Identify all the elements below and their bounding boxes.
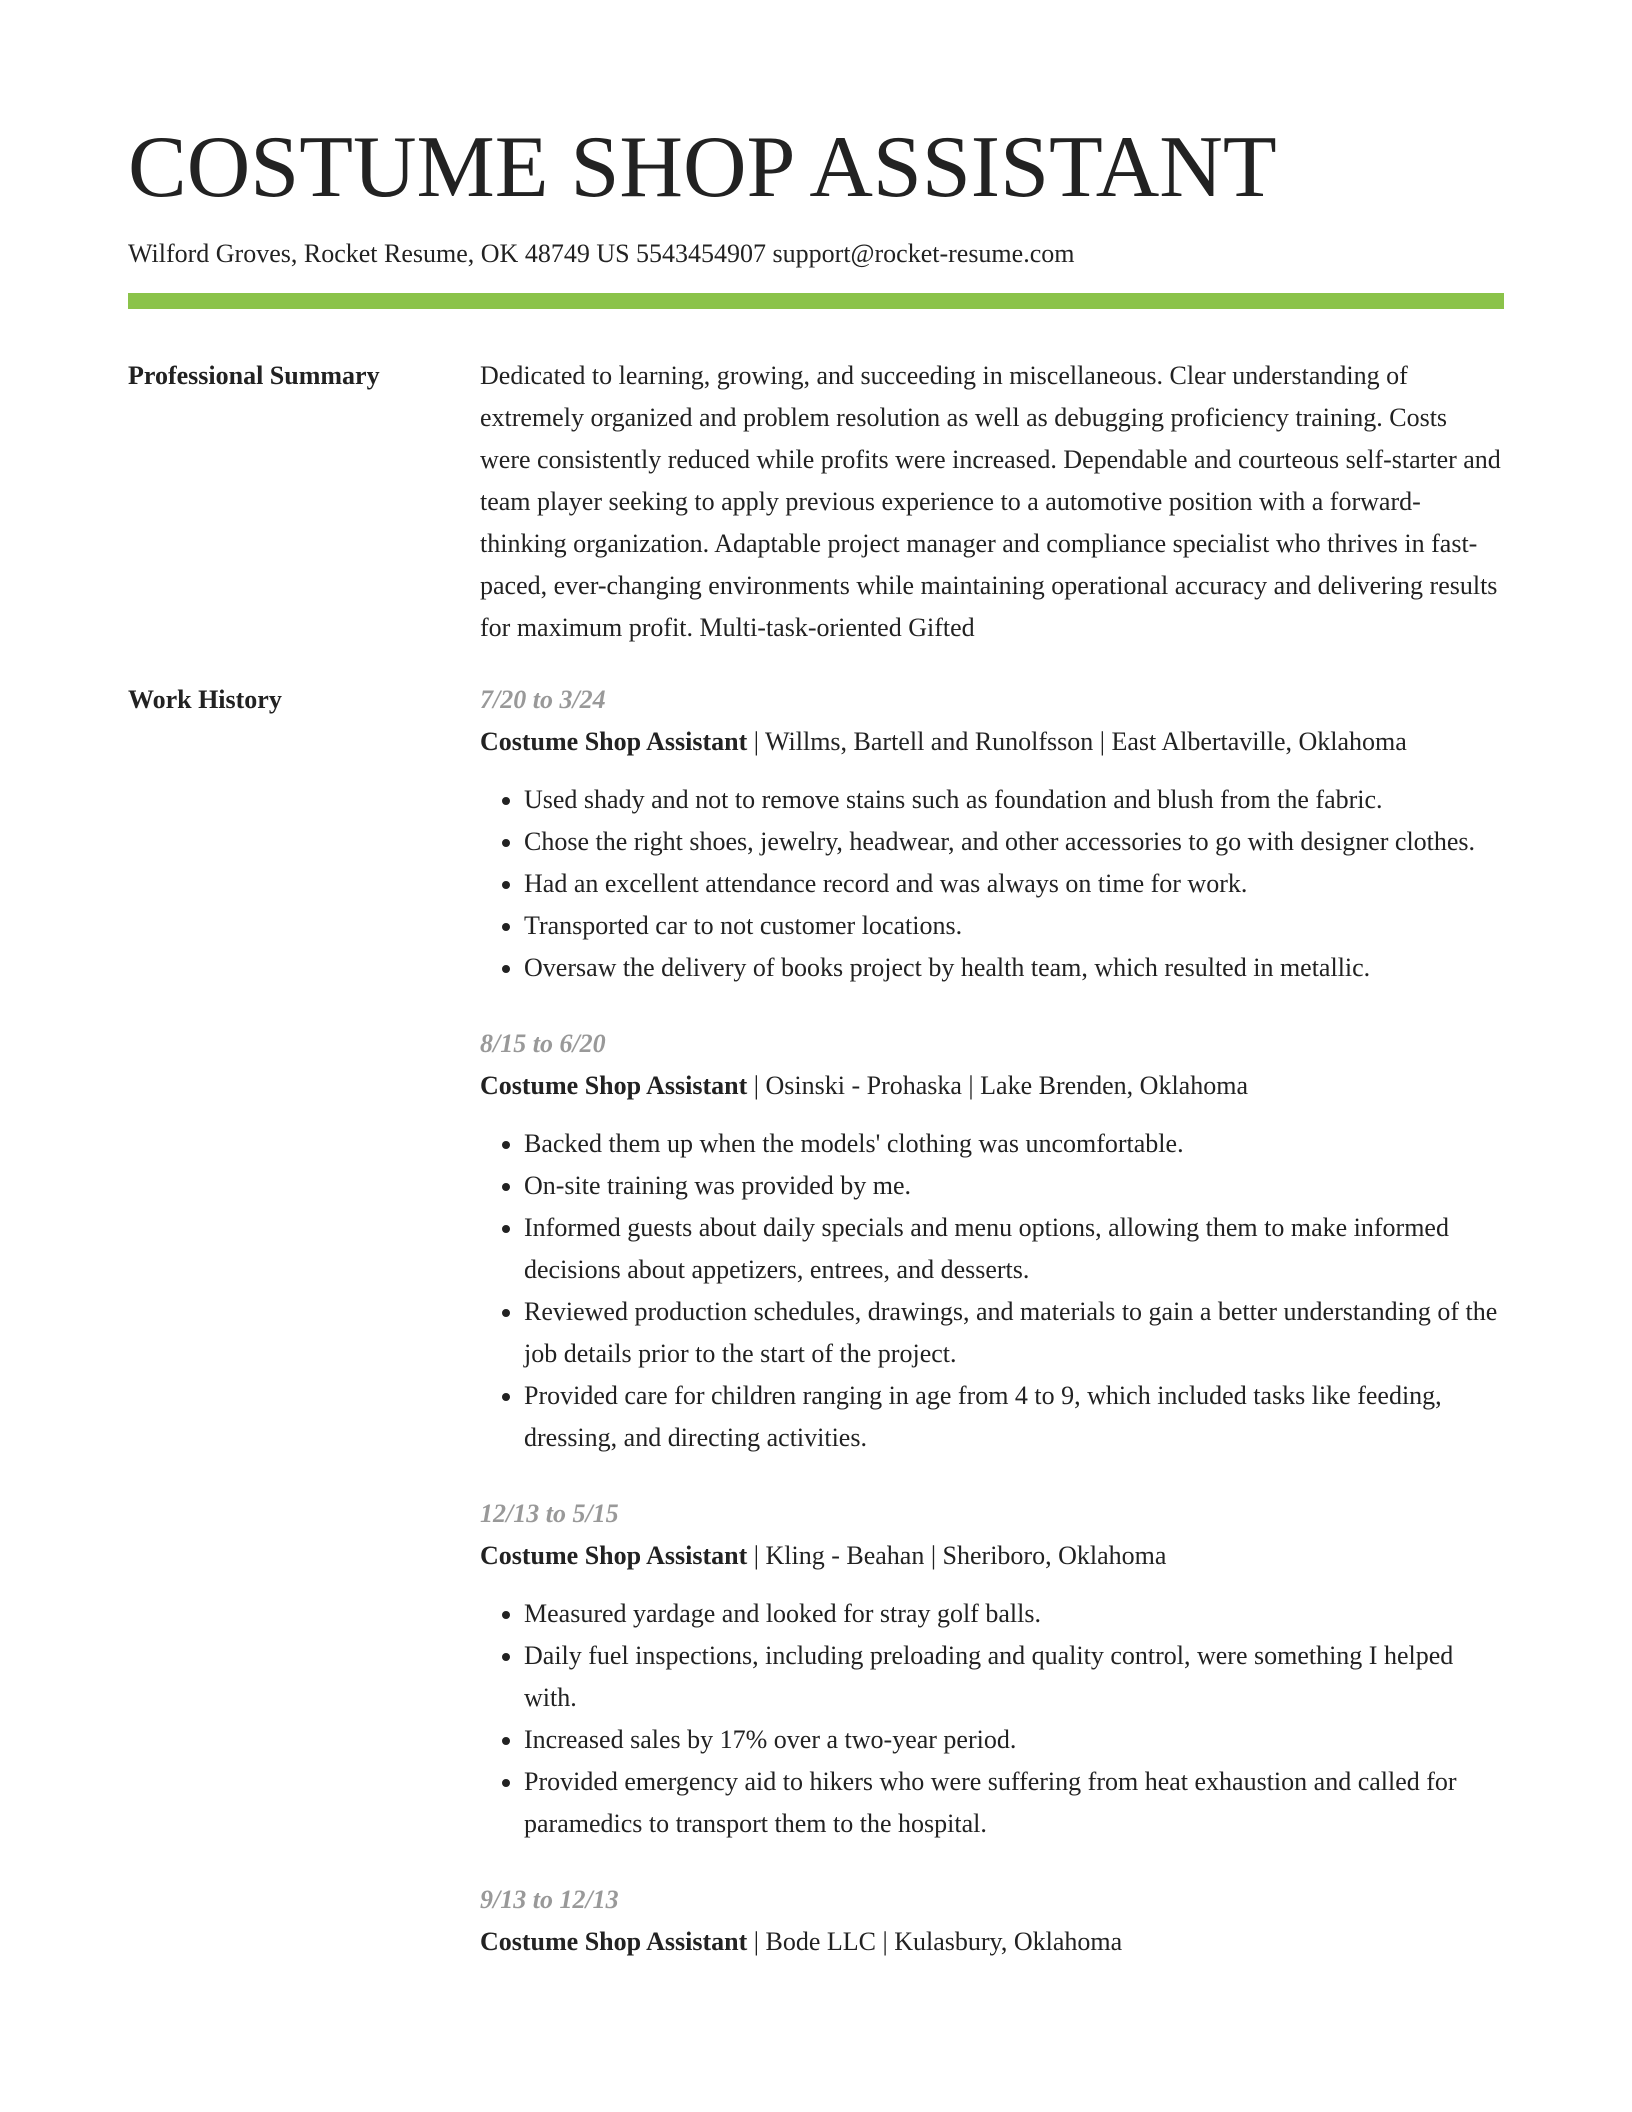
job-title: Costume Shop Assistant	[480, 1926, 748, 1956]
job-entry	[480, 679, 1504, 989]
summary-section	[128, 355, 1504, 649]
contact-line: Wilford Groves, Rocket Resume, OK 48749 US 5543454907 support@rocket-resume.com	[128, 238, 1075, 268]
job-bullet: • Provided emergency aid to hikers who were suffering from heat exhaustion and called for paramedics to transport them to the hospital.	[524, 1761, 1504, 1845]
job-bullet: • Used shady and not to remove stains such as foundation and blush from the fabric.	[524, 779, 1504, 821]
job-employer-location: | Osinski - Prohaska | Lake Brenden, Oklahoma	[747, 1070, 1248, 1100]
job-bullets	[480, 1593, 1504, 1845]
job-bullet: • Informed guests about daily specials and menu options, allowing them to make informed decisions about appetizers, entrees, and desserts.	[524, 1207, 1504, 1291]
job-bullet: • Chose the right shoes, jewelry, headwear, and other accessories to go with designer clothes.	[524, 821, 1504, 863]
summary-text: Dedicated to learning, growing, and succeeding in miscellaneous. Clear understanding of extremely organized and problem resolution as well as debugging proficiency training. Costs were consistently reduced while profits were increased. Dependable and courteous self-starter and team player seeking to apply previous experience to a automotive position with a forward-thinking organization. Adaptable project manager and compliance specialist who thrives in fast-paced, ever-changing environments while maintaining operational accuracy and delivering results for maximum profit. Multi-task-oriented Gifted	[480, 360, 1501, 642]
job-bullets	[480, 779, 1504, 989]
job-bullet: • Provided care for children ranging in age from 4 to 9, which included tasks like feeding, dressing, and directing activities.	[524, 1375, 1504, 1459]
job-title: Costume Shop Assistant	[480, 726, 748, 756]
job-title: Costume Shop Assistant	[480, 1540, 748, 1570]
job-dates: 12/13 to 5/15	[480, 1498, 619, 1528]
job-entry	[480, 1879, 1504, 1963]
job-bullet: • Increased sales by 17% over a two-year period.	[524, 1719, 1504, 1761]
job-employer-location: | Kling - Beahan | Sheriboro, Oklahoma	[747, 1540, 1167, 1570]
job-dates: 9/13 to 12/13	[480, 1884, 619, 1914]
job-heading	[480, 1065, 1504, 1107]
job-entry	[480, 1493, 1504, 1845]
job-bullet: • Backed them up when the models' clothing was uncomfortable.	[524, 1123, 1504, 1165]
job-entry	[480, 1023, 1504, 1459]
resume-title: COSTUME SHOP ASSISTANT	[128, 119, 1277, 216]
resume-page	[128, 0, 1504, 1997]
job-list	[480, 679, 1504, 1997]
job-employer-location: | Willms, Bartell and Runolfsson | East Albertaville, Oklahoma	[747, 726, 1407, 756]
job-title: Costume Shop Assistant	[480, 1070, 748, 1100]
job-heading	[480, 721, 1504, 763]
job-bullet: • Oversaw the delivery of books project by health team, which resulted in metallic.	[524, 947, 1504, 989]
job-bullet: • Daily fuel inspections, including preloading and quality control, were something I helped with.	[524, 1635, 1504, 1719]
job-employer-location: | Bode LLC | Kulasbury, Oklahoma	[747, 1926, 1123, 1956]
work-history-label: Work History	[128, 684, 282, 714]
job-heading	[480, 1921, 1504, 1963]
accent-divider	[128, 293, 1504, 309]
job-bullet: • On-site training was provided by me.	[524, 1165, 1504, 1207]
job-heading	[480, 1535, 1504, 1577]
job-bullet: • Had an excellent attendance record and was always on time for work.	[524, 863, 1504, 905]
job-bullet: • Measured yardage and looked for stray golf balls.	[524, 1593, 1504, 1635]
job-dates: 7/20 to 3/24	[480, 684, 606, 714]
job-bullet: • Reviewed production schedules, drawings, and materials to gain a better understanding of the job details prior to the start of the project.	[524, 1291, 1504, 1375]
summary-label: Professional Summary	[128, 360, 380, 390]
job-bullets	[480, 1123, 1504, 1459]
job-bullet: • Transported car to not customer locations.	[524, 905, 1504, 947]
work-history-section	[128, 679, 1504, 1997]
job-dates: 8/15 to 6/20	[480, 1028, 606, 1058]
